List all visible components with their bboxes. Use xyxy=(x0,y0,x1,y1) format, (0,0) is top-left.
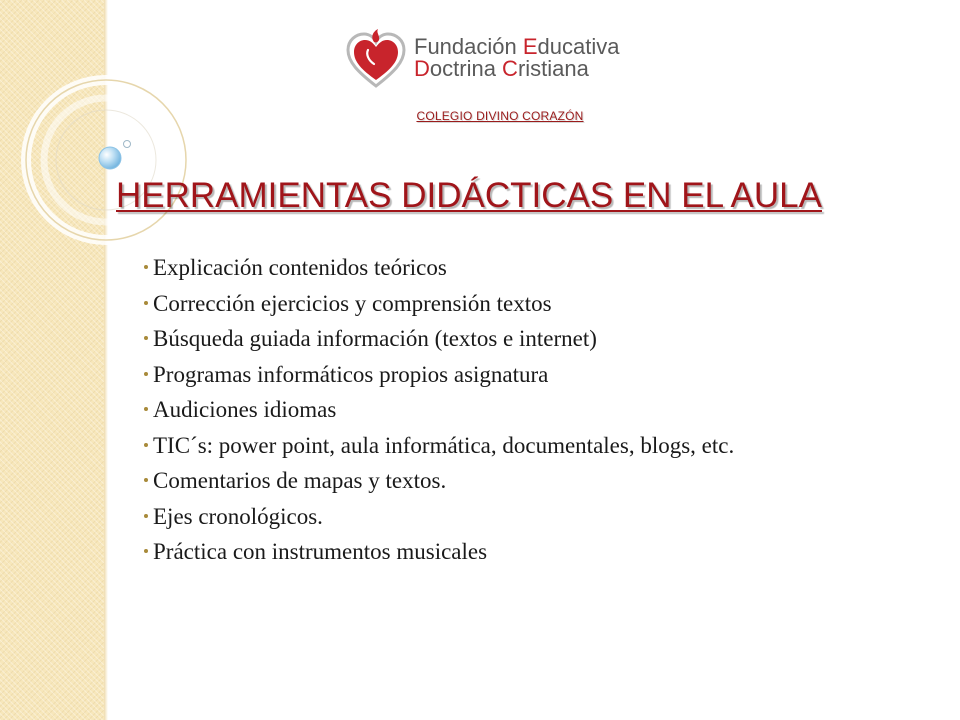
bullet-dot-icon xyxy=(144,478,148,482)
heart-flame-icon xyxy=(344,28,408,92)
logo-line-1 xyxy=(414,36,620,58)
bullet-text: Corrección ejercicios y comprensión textos xyxy=(153,290,552,316)
foundation-logo xyxy=(344,28,644,98)
bullet-dot-icon xyxy=(144,265,148,269)
bullet-item xyxy=(144,499,734,535)
bullet-dot-icon xyxy=(144,549,148,553)
bullet-text: Audiciones idiomas xyxy=(153,397,337,422)
bullet-item xyxy=(144,463,734,499)
bullet-item xyxy=(144,321,734,357)
bullet-dot-icon xyxy=(144,407,148,411)
bullet-text: TIC´s: power point, aula informática, documentales, blogs, etc. xyxy=(153,432,735,458)
logo-initial-c: C xyxy=(502,56,518,81)
bullet-text: Programas informáticos propios asignatura xyxy=(153,361,549,387)
bullet-dot-icon xyxy=(144,336,148,340)
logo-text xyxy=(414,36,620,80)
bullet-list xyxy=(144,250,734,570)
bullet-text: Comentarios de mapas y textos. xyxy=(153,468,447,493)
bullet-item xyxy=(144,357,734,393)
bullet-item xyxy=(144,392,734,428)
logo-word-doctrina-rest: octrina xyxy=(429,56,503,81)
school-name: COLEGIO DIVINO CORAZÓN xyxy=(416,109,584,123)
bullet-item xyxy=(144,286,734,322)
bullet-text: Práctica con instrumentos musicales xyxy=(153,539,488,564)
logo-initial-e: E xyxy=(522,34,538,59)
logo-word-educativa-rest: ducativa xyxy=(537,34,620,59)
bullet-dot-icon xyxy=(144,443,148,447)
bullet-text: Explicación contenidos teóricos xyxy=(153,255,447,280)
bullet-dot-icon xyxy=(144,301,148,305)
bullet-item xyxy=(144,534,734,570)
bullet-dot-icon xyxy=(144,514,148,518)
logo-line-2 xyxy=(414,58,620,80)
bullet-item xyxy=(144,250,734,286)
bullet-dot-icon xyxy=(144,372,148,376)
bullet-text: Ejes cronológicos. xyxy=(153,503,323,529)
slide-title: HERRAMIENTAS DIDÁCTICAS EN EL AULA xyxy=(116,176,822,215)
logo-word-fundacion: Fundación xyxy=(414,34,523,59)
logo-initial-d: D xyxy=(414,56,430,81)
bullet-text: Búsqueda guiada información (textos e internet) xyxy=(153,326,597,351)
bullet-item xyxy=(144,428,734,464)
logo-word-cristiana-rest: ristiana xyxy=(517,56,589,81)
